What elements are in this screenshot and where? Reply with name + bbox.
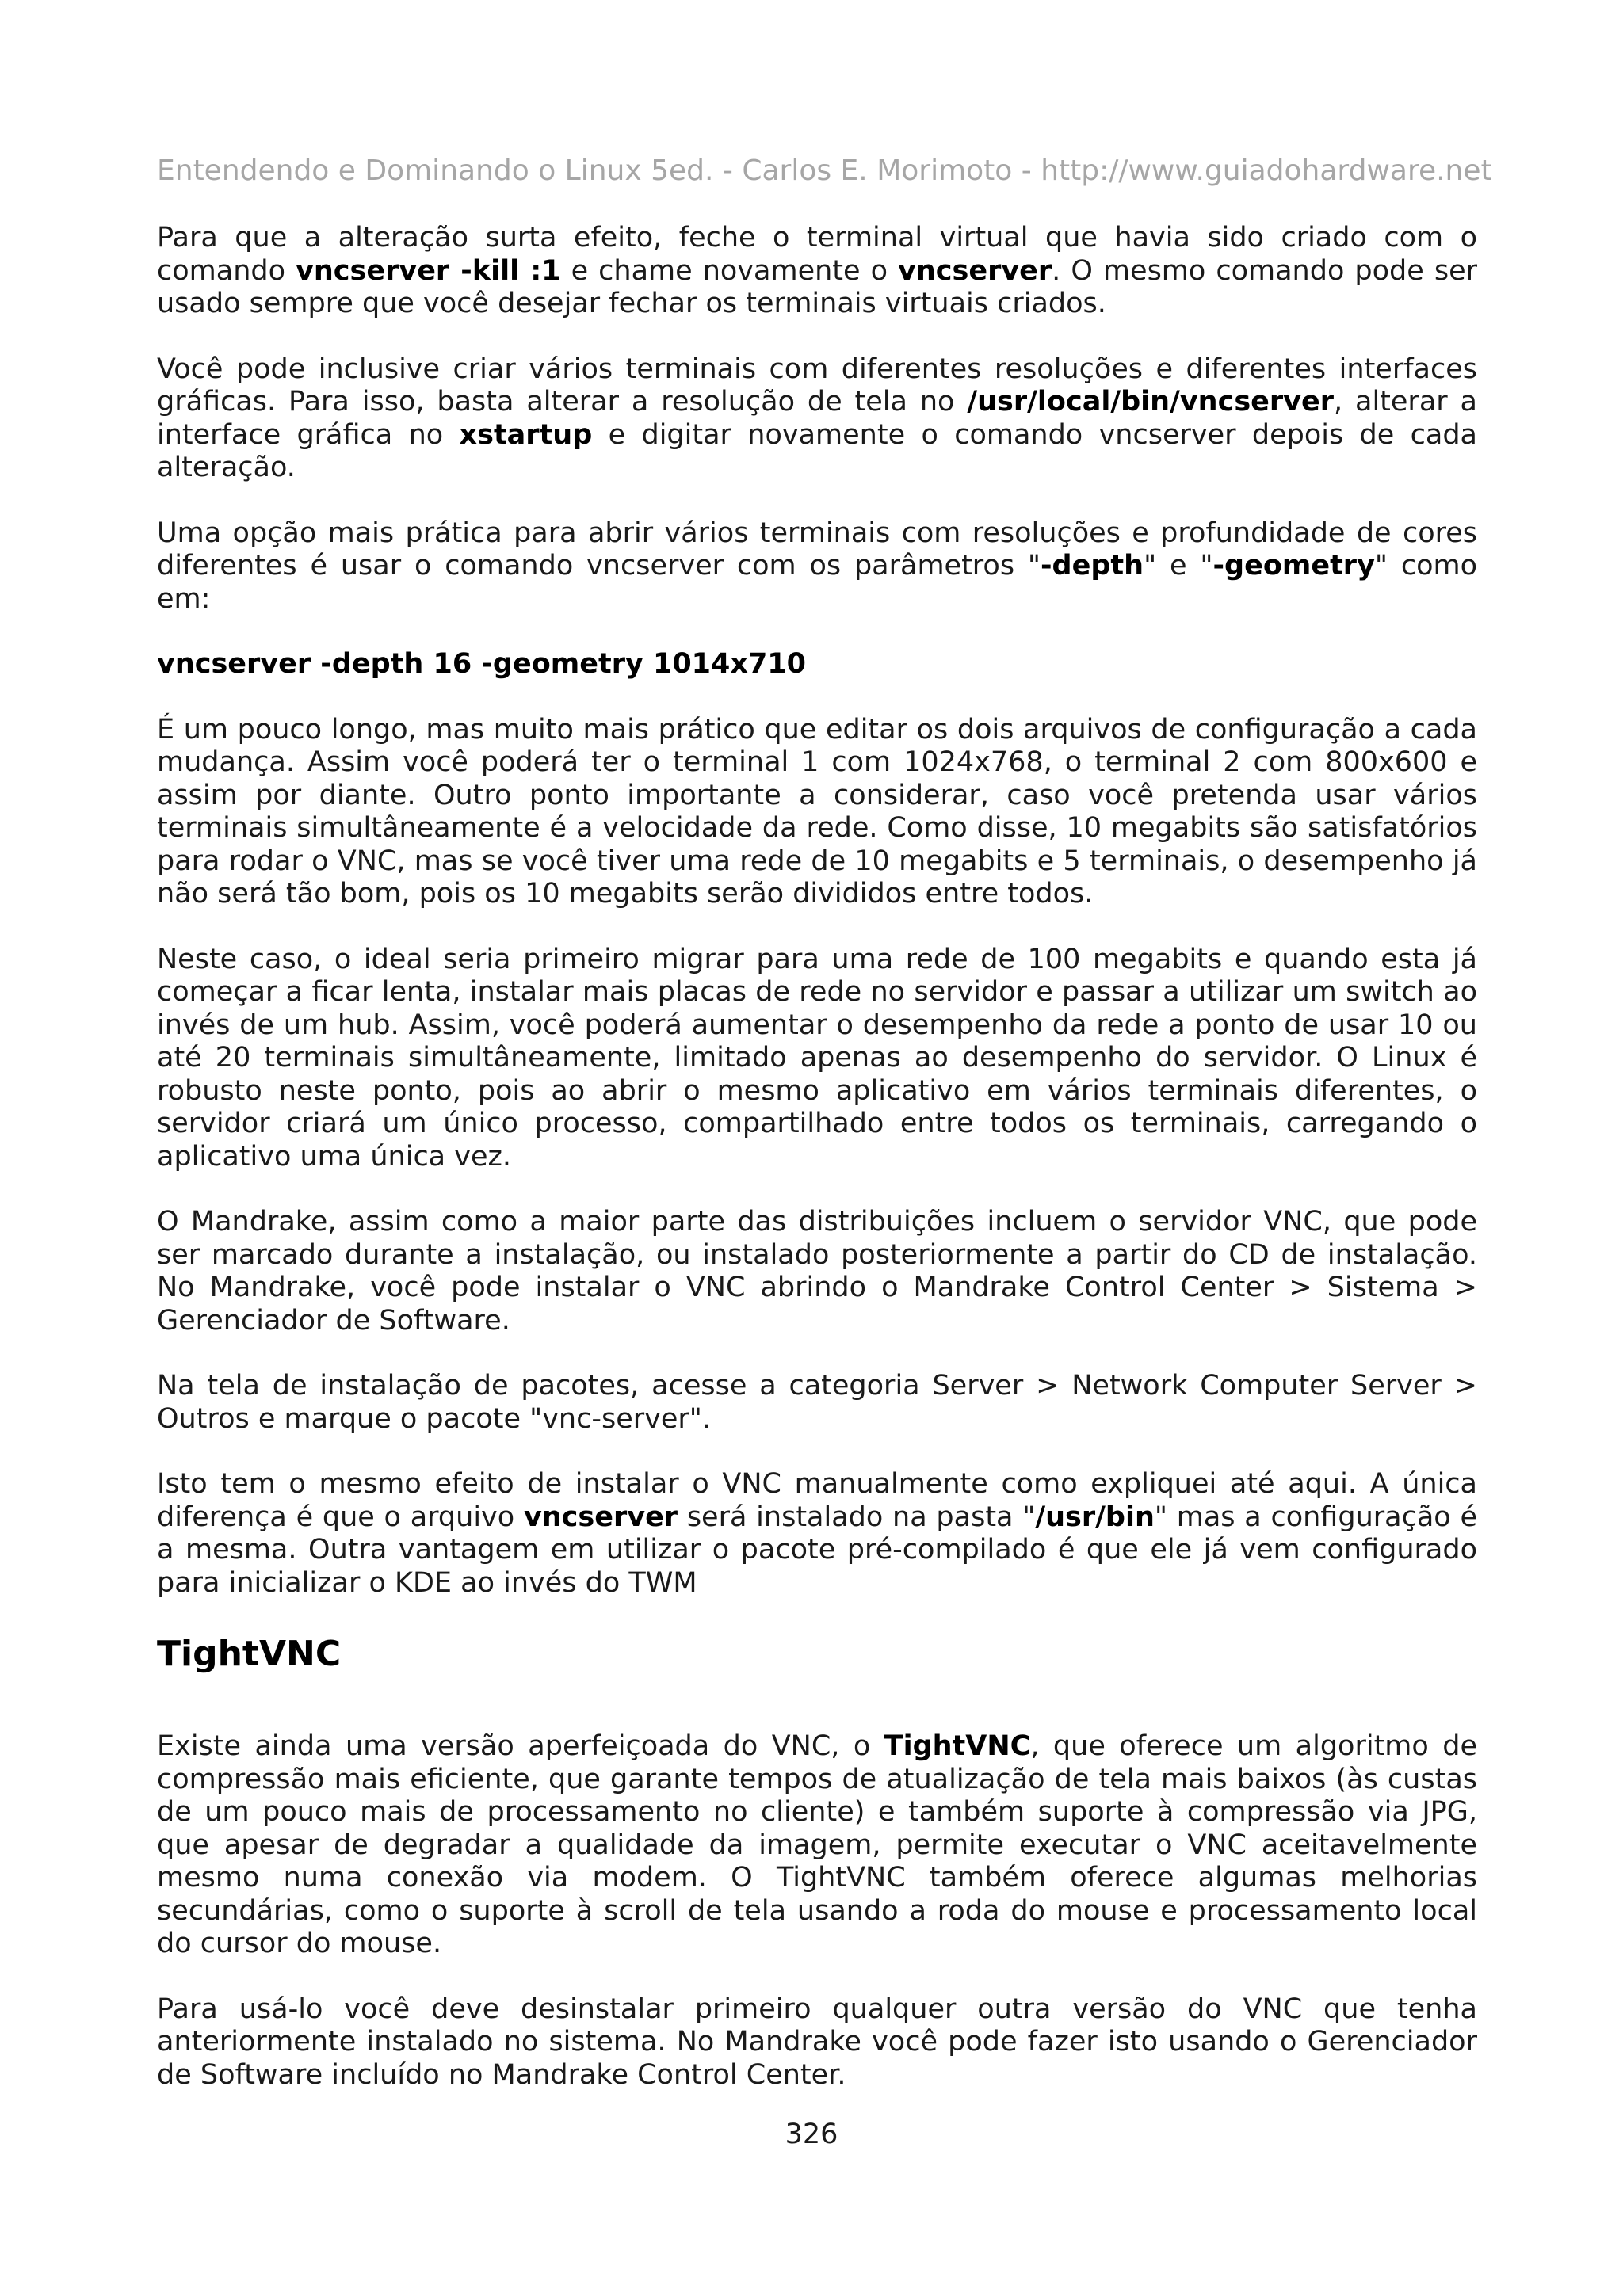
bold-command: vncserver -kill :1 [296,254,561,287]
text-span: " e " [1144,550,1213,582]
running-header: Entendendo e Dominando o Linux 5ed. - Carlos E. Morimoto - http://www.guiadohardware.net [157,154,1492,187]
text-span: Existe ainda uma versão aperfeiçoada do VNC, o [157,1730,884,1762]
bold-command: vncserver [523,1501,678,1533]
text-span: Isto tem o mesmo efeito de instalar o VNC manualmente como expliquei até aqui. A única diferença é que o arquivo [157,1468,1477,1533]
text-span: e digitar novamente o comando vncserver depois de cada alteração. [157,418,1477,483]
paragraph-tightvnc-intro [157,1730,1477,1961]
text-span: " mas a configuração é a mesma. Outra vantagem em utilizar o pacote pré-compilado é que ele já vem configurado para inicializar o KDE ao invés do TWM [157,1501,1477,1599]
section-heading: TightVNC [157,1634,342,1674]
bold-command: vncserver [898,254,1052,287]
text-span: " como em: [157,550,1478,615]
bold-parameter: -geometry [1212,550,1375,582]
paragraph-network-upgrade: Neste caso, o ideal seria primeiro migrar para uma rede de 100 megabits e quando esta já começar a ficar lenta, instalar mais placas de rede no servidor e passar a utilizar um switch ao invés de um hub. Assim, você poderá aumentar o desempenho da rede a ponto de usar 10 ou até 20 terminais simultâneamente, limitado apenas ao desempenho do servidor. O Linux é robusto neste ponto, pois ao abrir o mesmo aplicativo em vários terminais diferentes, o servidor criará um único processo, compartilhado entre todos os terminais, carregando o aplicativo uma única vez. [157,943,1477,1173]
text-span: . O mesmo comando pode ser usado sempre que você desejar fechar os terminais virtuais criados. [157,254,1477,319]
bold-parameter: -depth [1041,550,1144,582]
paragraph-kill-command [157,222,1477,321]
page-number: 326 [785,2119,838,2150]
paragraph-network-speed: É um pouco longo, mas muito mais prático que editar os dois arquivos de configuração a cada mudança. Assim você poderá ter o terminal 1 com 1024x768, o terminal 2 com 800x600 e assim por diante. Outro ponto importante a considerar, caso você pretenda usar vários terminais simultâneamente é a velocidade da rede. Como disse, 10 megabits são satisfatórios para rodar o VNC, mas se você tiver uma rede de 10 megabits e 5 terminais, o desempenho já não será tão bom, pois os 10 megabits serão divididos entre todos. [157,713,1477,910]
paragraph-package-install: Na tela de instalação de pacotes, acesse a categoria Server > Network Computer Server > Outros e marque o pacote "vnc-server". [157,1370,1477,1435]
text-span: , que oferece um algoritmo de compressão mais eficiente, que garante tempos de atualização de tela mais baixos (às custas de um pouco mais de processamento no cliente) e também suporte à compressão via JPG, que apesar de degradar a qualidade da imagem, permite executar o VNC aceitavelmente mesmo numa conexão via modem. O TightVNC também oferece algumas melhorias secundárias, como o suporte à scroll de tela usando a roda do mouse e processamento local do cursor do mouse. [157,1730,1477,1959]
paragraph-precompiled-package [157,1468,1477,1600]
paragraph-depth-geometry [157,517,1477,616]
bold-product-name: TightVNC [884,1730,1031,1762]
text-span: Você pode inclusive criar vários terminais com diferentes resoluções e diferentes interfaces gráficas. Para isso, basta alterar a resolução de tela no [157,353,1477,418]
text-span: será instalado na pasta " [678,1501,1036,1533]
bold-path: /usr/bin [1035,1501,1155,1533]
bold-filename: xstartup [459,418,593,451]
text-span: e chame novamente o [560,254,899,287]
document-page [157,152,1492,2124]
text-span: Uma opção mais prática para abrir vários terminais com resoluções e profundidade de cores diferentes é usar o comando vncserver com os parâmetros " [157,517,1477,582]
paragraph-multiple-terminals [157,353,1477,485]
command-example: vncserver -depth 16 -geometry 1014x710 [157,648,807,680]
paragraph-mandrake-vnc: O Mandrake, assim como a maior parte das distribuições incluem o servidor VNC, que pode ser marcado durante a instalação, ou instalado posteriormente a partir do CD de instalação. No Mandrake, você pode instalar o VNC abrindo o Mandrake Control Center > Sistema > Gerenciador de Software. [157,1206,1477,1337]
bold-path: /usr/local/bin/vncserver [967,386,1334,418]
paragraph-uninstall: Para usá-lo você deve desinstalar primeiro qualquer outra versão do VNC que tenha anteriormente instalado no sistema. No Mandrake você pode fazer isto usando o Gerenciador de Software incluído no Mandrake Control Center. [157,1993,1477,2091]
text-span: Para que a alteração surta efeito, feche o terminal virtual que havia sido criado com o comando [157,222,1477,287]
text-span: , alterar a interface gráfica no [157,386,1477,451]
